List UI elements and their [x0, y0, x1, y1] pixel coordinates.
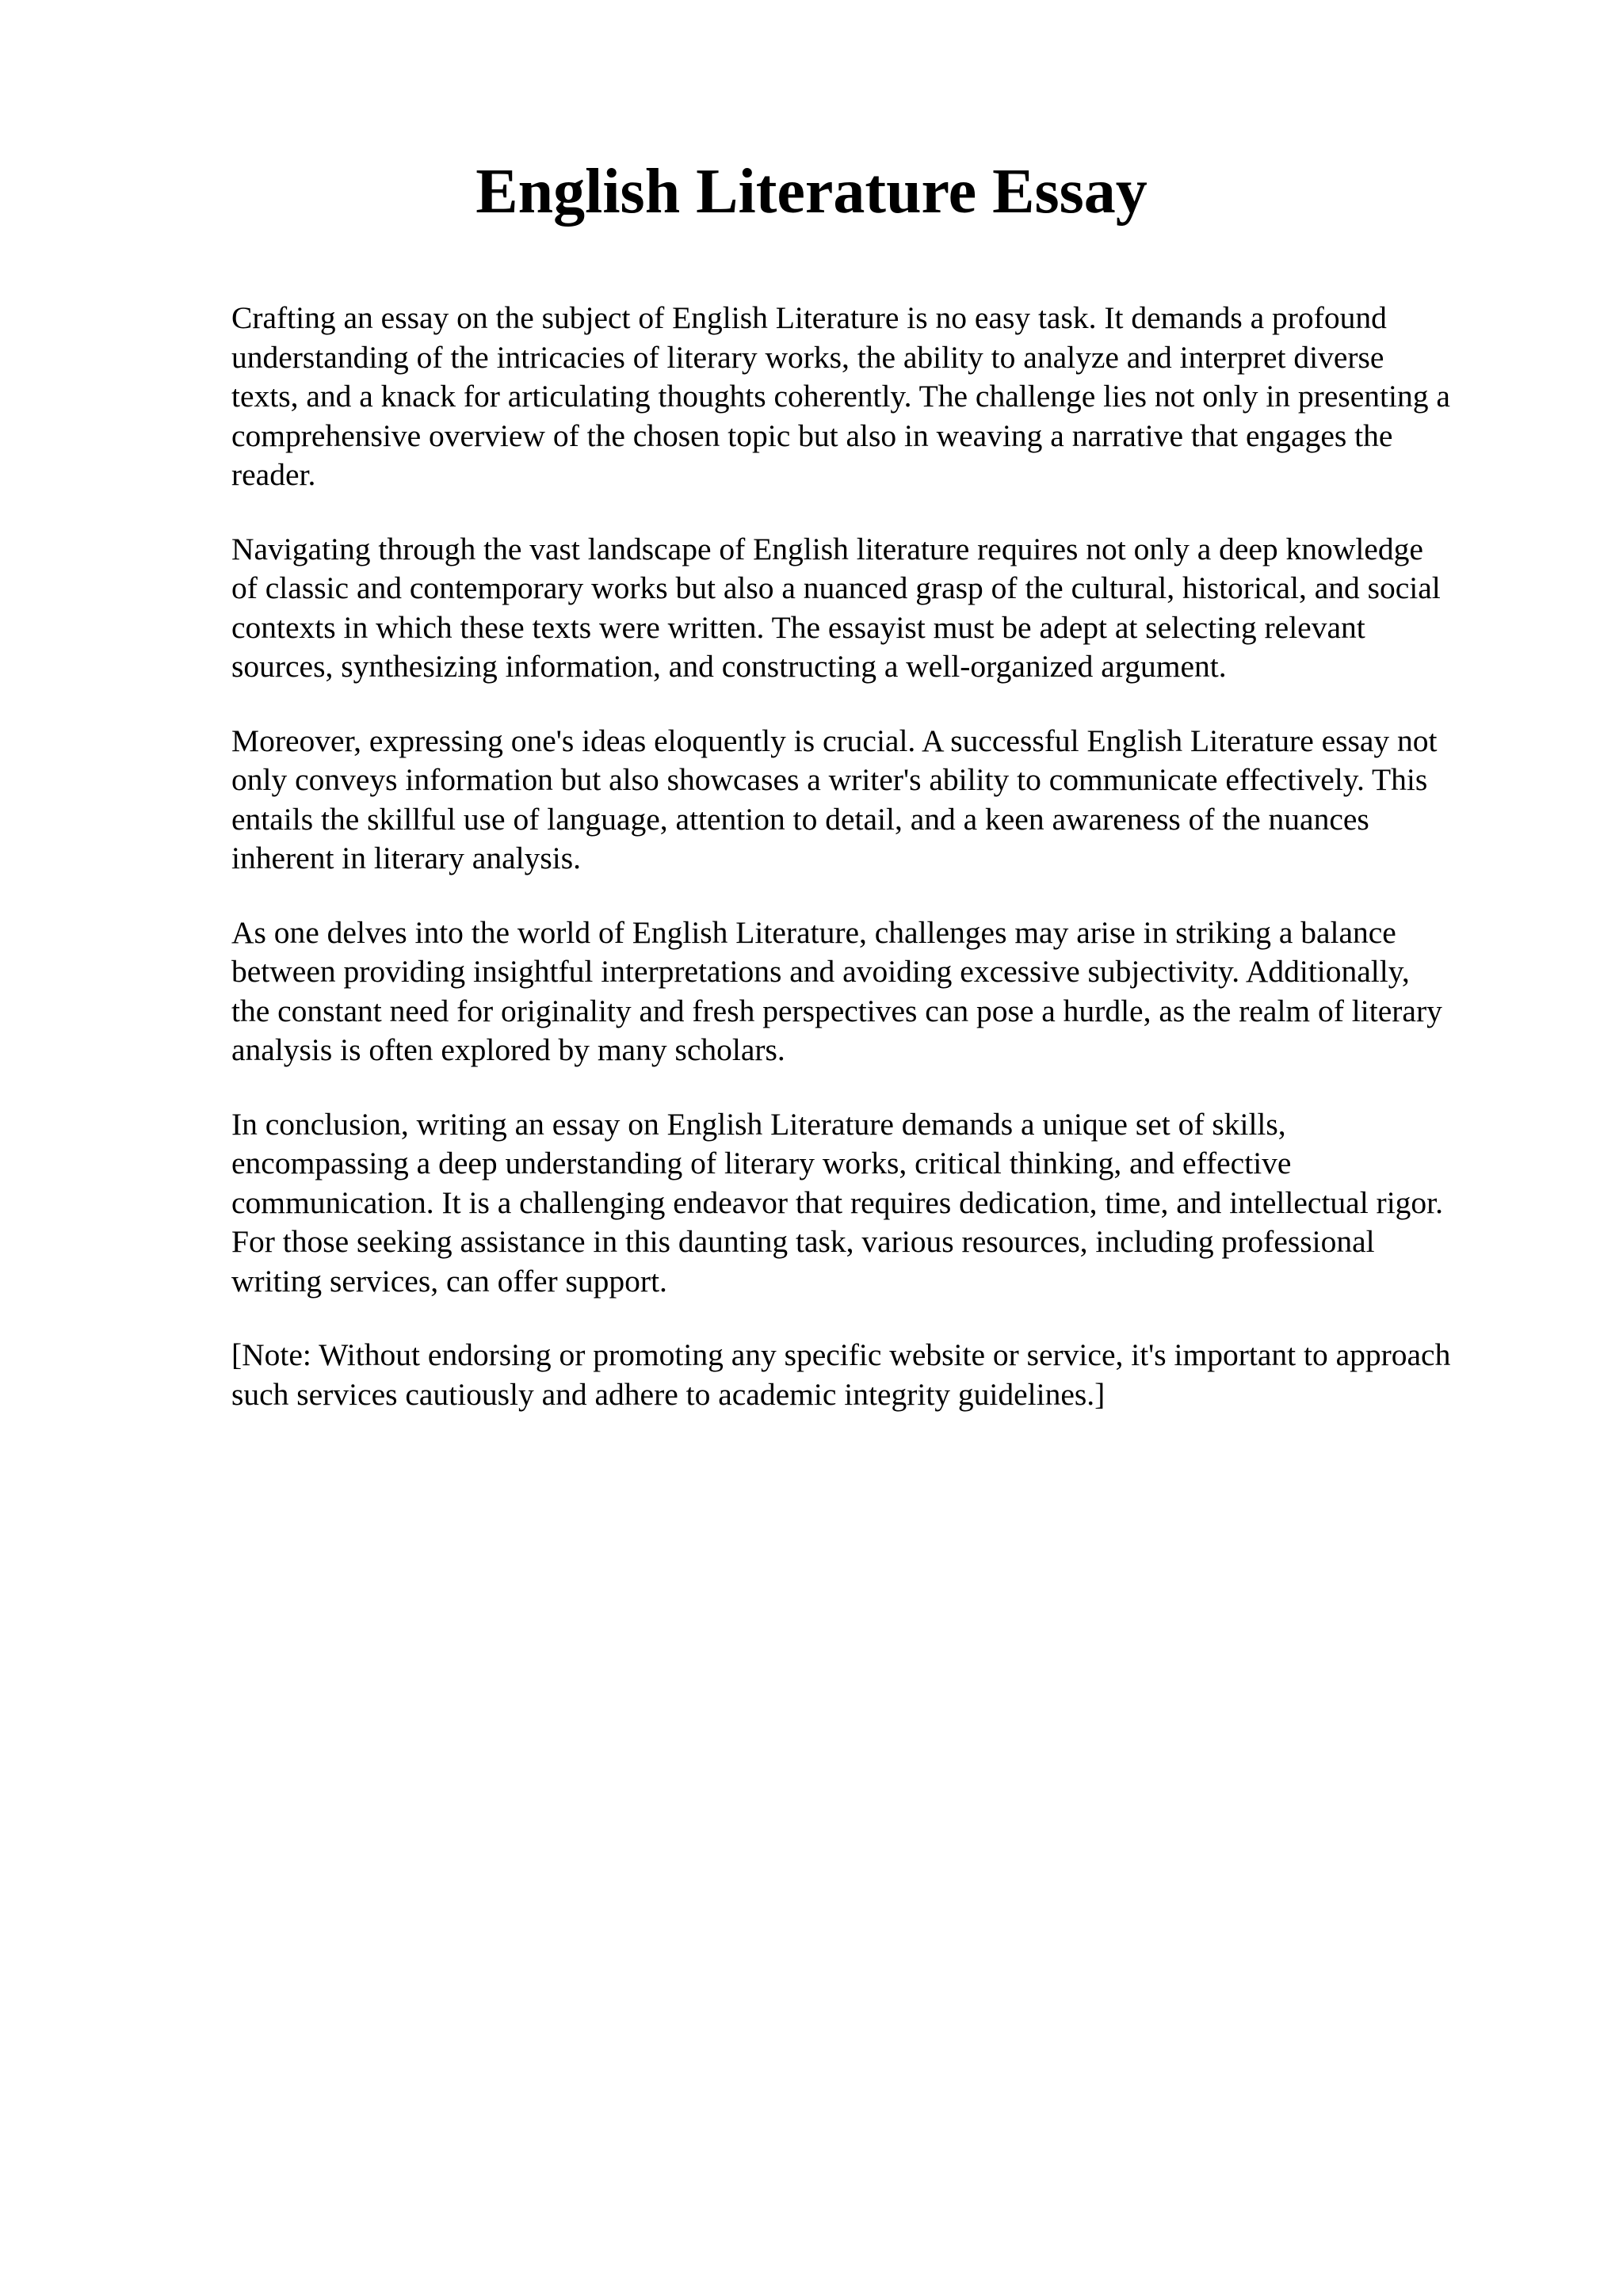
document-body: [231, 299, 1531, 1449]
note-paragraph: [Note: Without endorsing or promoting any specific website or service, it's important to approach such services cautiously and adhere to academic integrity guidelines.]: [231, 1337, 1451, 1412]
paragraph: Navigating through the vast landscape of English literature requires not only a deep knowledge of classic and contemporary works but also a nuanced grasp of the cultural, historical, and social contexts in which these texts were written. The essayist must be adept at selecting relevant sources, synthesizing information, and constructing a well-organized argument.: [231, 531, 1441, 684]
document-title: English Literature Essay: [475, 157, 1148, 227]
paragraph: In conclusion, writing an essay on English Literature demands a unique set of skills, encompassing a deep understanding of literary works, critical thinking, and effective communication. It is a challenging endeavor that requires dedication, time, and intellectual rigor. For those seeking assistance in this daunting task, various resources, including professional writing services, can offer support.: [231, 1106, 1444, 1299]
paragraph: As one delves into the world of English Literature, challenges may arise in striking a balance between providing insightful interpretations and avoiding excessive subjectivity. Additionally, the constant need for originality and fresh perspectives can pose a hurdle, as the realm of literary analysis is often explored by many scholars.: [231, 914, 1442, 1067]
paragraph: Crafting an essay on the subject of English Literature is no easy task. It demands a profound understanding of the intricacies of literary works, the ability to analyze and interpret diverse texts, and a knack for articulating thoughts coherently. The challenge lies not only in presenting a comprehensive overview of the chosen topic but also in weaving a narrative that engages the reader.: [231, 300, 1450, 492]
paragraph: Moreover, expressing one's ideas eloquently is crucial. A successful English Literature essay not only conveys information but also showcases a writer's ability to communicate effectively. This entails the skillful use of language, attention to detail, and a keen awareness of the nuances inherent in literary analysis.: [231, 723, 1438, 875]
